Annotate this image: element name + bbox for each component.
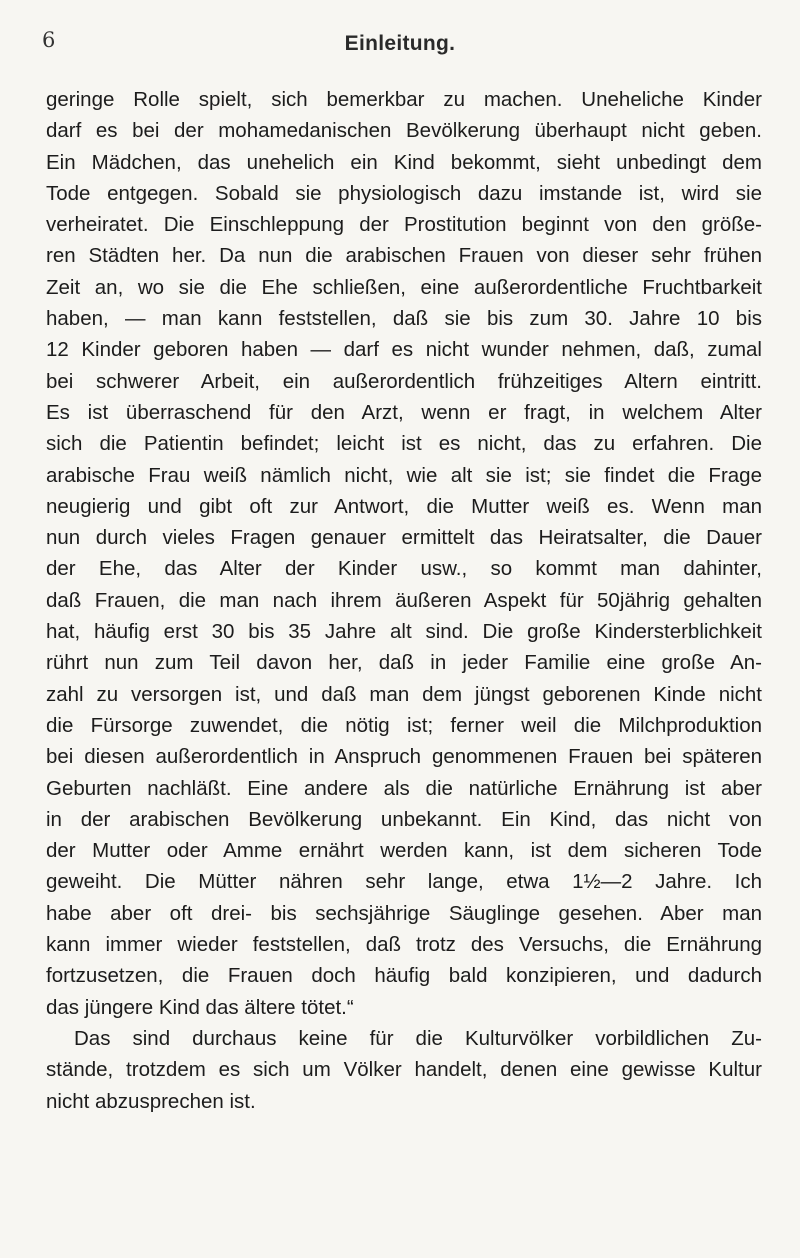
text-line: sich die Patientin befindet; leicht ist es nicht, das zu erfahren. Die	[46, 432, 762, 456]
text-line: fortzusetzen, die Frauen doch häufig bald konzipieren, und dadurch	[46, 964, 762, 988]
text-line: Zeit an, wo sie die Ehe schließen, eine außerordentliche Fruchtbarkeit	[46, 275, 762, 299]
text-line: bei schwerer Arbeit, ein außerordentlich frühzeitiges Altern eintritt.	[46, 369, 762, 393]
text-line: Es ist überraschend für den Arzt, wenn er fragt, in welchem Alter	[46, 400, 762, 424]
text-line: der Mutter oder Amme ernährt werden kann, ist dem sicheren Tode	[46, 839, 762, 863]
body-text	[46, 84, 762, 1117]
page-header	[0, 28, 800, 62]
text-line: bei diesen außerordentlich in Anspruch genommenen Frauen bei späteren	[46, 745, 762, 769]
text-line: neugierig und gibt oft zur Antwort, die Mutter weiß es. Wenn man	[46, 494, 762, 518]
text-line: stände, trotzdem es sich um Völker handelt, denen eine gewisse Kultur	[46, 1058, 762, 1082]
text-line: Das sind durchaus keine für die Kulturvölker vorbildlichen Zu-	[74, 1026, 762, 1050]
text-line: nun durch vieles Fragen genauer ermittelt das Heiratsalter, die Dauer	[46, 526, 762, 550]
text-line: verheiratet. Die Einschleppung der Prostitution beginnt von den größe-	[46, 213, 762, 237]
text-line: in der arabischen Bevölkerung unbekannt. Ein Kind, das nicht von	[46, 807, 762, 831]
text-line: daß Frauen, die man nach ihrem äußeren Aspekt für 50jährig gehalten	[46, 588, 762, 612]
text-line: geweiht. Die Mütter nähren sehr lange, etwa 1½—2 Jahre. Ich	[46, 870, 762, 894]
text-line: hat, häufig erst 30 bis 35 Jahre alt sind. Die große Kindersterblichkeit	[46, 620, 762, 644]
text-line: Ein Mädchen, das unehelich ein Kind bekommt, sieht unbedingt dem	[46, 150, 762, 174]
running-head: Einleitung.	[344, 32, 456, 55]
text-line: das jüngere Kind das ältere tötet.“	[46, 995, 354, 1019]
text-line: rührt nun zum Teil davon her, daß in jeder Familie eine große An-	[46, 651, 762, 675]
text-line: kann immer wieder feststellen, daß trotz des Versuchs, die Ernährung	[46, 933, 762, 957]
text-line: der Ehe, das Alter der Kinder usw., so kommt man dahinter,	[46, 557, 762, 581]
text-line: Geburten nachläßt. Eine andere als die natürliche Ernährung ist aber	[46, 776, 762, 800]
text-line: ren Städten her. Da nun die arabischen Frauen von dieser sehr frühen	[46, 244, 762, 268]
text-line: nicht abzusprechen ist.	[46, 1089, 256, 1113]
text-line: darf es bei der mohamedanischen Bevölkerung überhaupt nicht geben.	[46, 119, 762, 143]
text-line: haben, — man kann feststellen, daß sie bis zum 30. Jahre 10 bis	[46, 307, 762, 331]
text-line: 12 Kinder geboren haben — darf es nicht wunder nehmen, daß, zumal	[46, 338, 762, 362]
page-number: 6	[42, 28, 56, 52]
text-line: zahl zu versorgen ist, und daß man dem jüngst geborenen Kinde nicht	[46, 682, 762, 706]
text-line: habe aber oft drei- bis sechsjährige Säuglinge gesehen. Aber man	[46, 901, 762, 925]
text-line: die Fürsorge zuwendet, die nötig ist; ferner weil die Milchproduktion	[46, 713, 762, 737]
text-line: Tode entgegen. Sobald sie physiologisch dazu imstande ist, wird sie	[46, 181, 762, 205]
text-line: geringe Rolle spielt, sich bemerkbar zu machen. Uneheliche Kinder	[46, 88, 762, 111]
text-line: arabische Frau weiß nämlich nicht, wie alt sie ist; sie findet die Frage	[46, 463, 762, 487]
